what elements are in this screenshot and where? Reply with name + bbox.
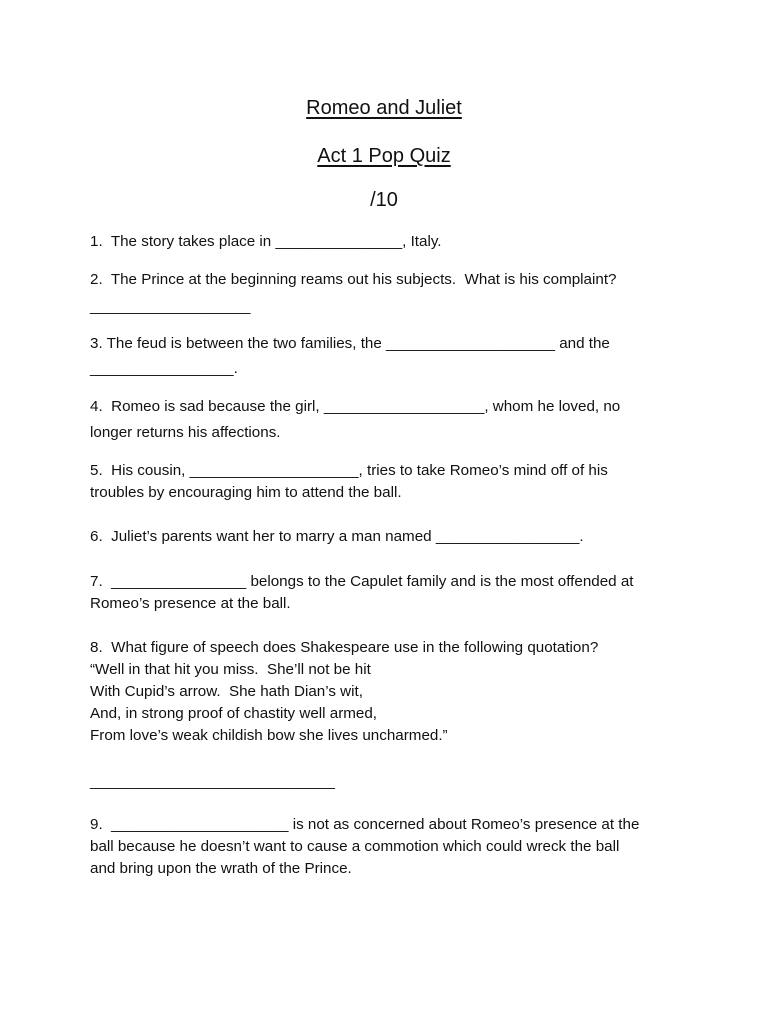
question-6: 6. Juliet’s parents want her to marry a man named _________________. [90, 528, 584, 545]
question-8-quote-line-3: And, in strong proof of chastity well armed, [90, 705, 378, 722]
question-8-line-1: 8. What figure of speech does Shakespeare use in the following quotation? [90, 639, 599, 656]
question-7-line-2: Romeo’s presence at the ball. [90, 595, 291, 612]
question-8-quote-line-1: “Well in that hit you miss. She’ll not be hit [90, 661, 371, 678]
question-3-line-1: 3. The feud is between the two families, the ____________________ and the [90, 335, 610, 352]
question-9-line-1: 9. _____________________ is not as concerned about Romeo’s presence at the [90, 816, 640, 833]
question-2-line-1: 2. The Prince at the beginning reams out his subjects. What is his complaint? [90, 271, 617, 288]
question-9-line-3: and bring upon the wrath of the Prince. [90, 860, 352, 877]
page-title: Romeo and Juliet [306, 97, 462, 119]
question-5-line-2: troubles by encouraging him to attend the ball. [90, 484, 402, 501]
question-5-line-1: 5. His cousin, ____________________, tries to take Romeo’s mind off of his [90, 462, 608, 479]
question-4-line-1: 4. Romeo is sad because the girl, ___________________, whom he loved, no [90, 398, 621, 415]
question-1: 1. The story takes place in _______________, Italy. [90, 233, 442, 250]
question-9-line-2: ball because he doesn’t want to cause a commotion which could wreck the ball [90, 838, 620, 855]
question-8-quote-line-4: From love’s weak childish bow she lives uncharmed.” [90, 727, 448, 744]
question-2-answer-blank: ___________________ [90, 298, 251, 315]
question-7-line-1: 7. ________________ belongs to the Capulet family and is the most offended at [90, 573, 634, 590]
page-subtitle: Act 1 Pop Quiz [317, 145, 451, 167]
question-4-line-2: longer returns his affections. [90, 424, 281, 441]
question-8-answer-blank: _____________________________ [90, 773, 335, 790]
score-label: /10 [370, 189, 398, 211]
question-3-line-2: _________________. [90, 360, 238, 377]
question-8-quote-line-2: With Cupid’s arrow. She hath Dian’s wit, [90, 683, 363, 700]
